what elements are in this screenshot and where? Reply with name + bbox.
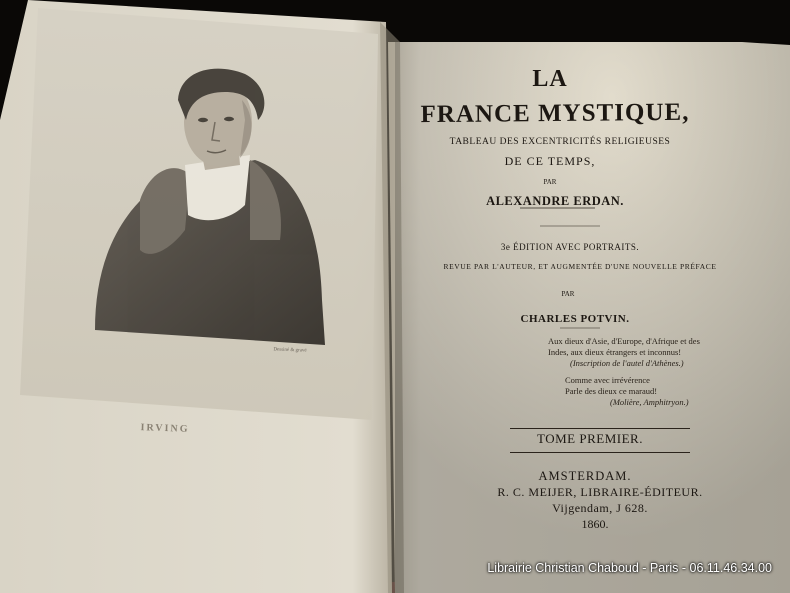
- bookseller-watermark: Librairie Christian Chaboud - Paris - 06.11.46.34.00: [487, 561, 772, 575]
- divider-bottom: [510, 452, 690, 453]
- epigraph-line: Parle des dieux ce maraud!: [565, 386, 658, 396]
- author-name: ALEXANDRE ERDAN.: [486, 194, 624, 208]
- subtitle-line-2: DE CE TEMPS,: [504, 154, 596, 168]
- divider-top: [510, 428, 690, 429]
- volume-label: TOME PREMIER.: [537, 431, 643, 446]
- title-line-1: LA: [532, 66, 568, 92]
- epigraph-source: (Inscription de l'autel d'Athènes.): [570, 358, 684, 368]
- editor-name: CHARLES POTVIN.: [520, 313, 630, 325]
- edition-line: 3e ÉDITION AVEC PORTRAITS.: [500, 242, 640, 252]
- publisher-address: Vijgendam, J 628.: [552, 501, 648, 515]
- epigraph-line: Aux dieux d'Asie, d'Europe, d'Afrique et des: [548, 336, 700, 346]
- title-line-2: FRANCE MYSTIQUE,: [420, 98, 690, 129]
- subtitle-line-1: TABLEAU DES EXCENTRICITÉS RELIGIEUSES: [449, 137, 671, 147]
- publication-city: AMSTERDAM.: [538, 469, 632, 483]
- epigraph-line: Indes, aux dieux étrangers et inconnus!: [548, 347, 682, 357]
- par-label-2: PAR: [561, 290, 575, 298]
- par-label: PAR: [543, 178, 557, 186]
- publisher-name: R. C. MEIJER, LIBRAIRE-ÉDITEUR.: [497, 485, 703, 499]
- artist-credit: Dessiné & gravé: [273, 347, 307, 354]
- epigraph-line: Comme avec irrévérence: [565, 375, 650, 385]
- epigraph-source: (Molière, Amphitryon.): [610, 397, 689, 407]
- portrait-caption: IRVING: [140, 422, 190, 435]
- revision-line: REVUE PAR L'AUTEUR, ET AUGMENTÉE D'UNE NOUVELLE PRÉFACE: [443, 262, 717, 271]
- publication-year: 1860.: [581, 517, 609, 531]
